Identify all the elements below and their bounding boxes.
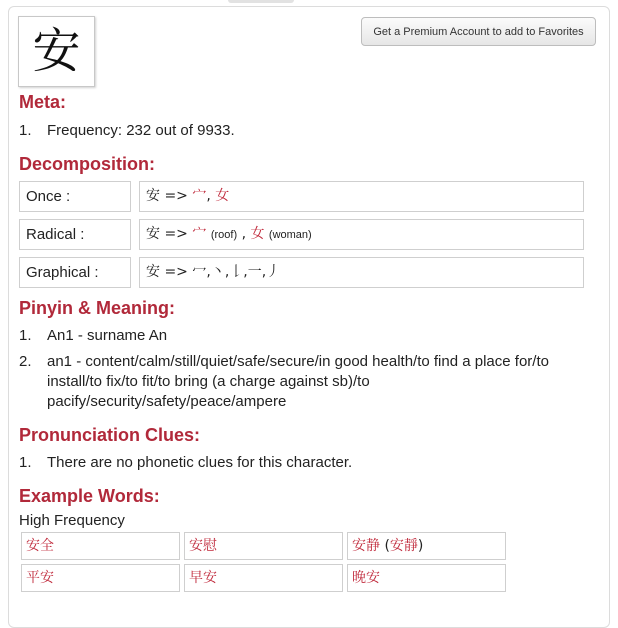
frequency-text: Frequency: 232 out of 9933. [47, 122, 235, 139]
pronunciation-heading: Pronunciation Clues: [19, 425, 201, 445]
arrow: => [164, 188, 188, 204]
stroke-components: 冖,丶,𠄌,一,丿 [192, 264, 281, 280]
arrow: => [164, 226, 188, 242]
example-word-link[interactable]: 安全 [21, 532, 180, 560]
example-word-link[interactable]: 平安 [21, 564, 180, 592]
radical-gloss: (woman) [268, 229, 312, 241]
word-simplified: 安静 [352, 538, 380, 554]
component-link[interactable]: 女 [215, 188, 230, 204]
decomposition-heading: Decomposition: [19, 154, 156, 174]
frequency-group-label: High Frequency [19, 512, 125, 529]
radical-link[interactable]: 宀 [192, 226, 207, 242]
character-display: 安 [18, 16, 95, 87]
decomp-once-value [139, 181, 584, 212]
decomp-once-label: Once : [19, 181, 131, 212]
premium-favorites-button[interactable]: Get a Premium Account to add to Favorites [361, 17, 596, 46]
decomp-graphical-value [139, 257, 584, 288]
decomp-graphical-label: Graphical : [19, 257, 131, 288]
base-char: 安 [146, 226, 160, 242]
arrow: => [164, 264, 188, 280]
pinyin-meaning-text: an1 - content/calm/still/quiet/safe/secure/in good health/to find a place for/to install/to fix/to fit/to bring (a charge against sb)/to pacify/security/safety/peace/ampere [47, 353, 549, 410]
decomp-radical-label: Radical : [19, 219, 131, 250]
separator: , [206, 188, 216, 204]
meta-heading: Meta: [19, 92, 67, 112]
radical-gloss: (roof) [210, 229, 238, 241]
example-word-link[interactable]: 安慰 [184, 532, 343, 560]
component-link[interactable]: 宀 [192, 188, 207, 204]
example-word-link[interactable]: 早安 [184, 564, 343, 592]
separator: , [241, 226, 247, 242]
radical-link[interactable]: 女 [250, 226, 265, 242]
base-char: 安 [146, 264, 160, 280]
decomp-radical-value [139, 219, 584, 250]
list-number: 1. [19, 122, 32, 139]
example-words-heading: Example Words: [19, 486, 160, 506]
base-char: 安 [146, 188, 160, 204]
pinyin-meaning-text: An1 - surname An [47, 327, 168, 344]
pronunciation-text: There are no phonetic clues for this character. [47, 454, 353, 471]
top-tab-indicator [228, 0, 294, 3]
pinyin-meaning-heading: Pinyin & Meaning: [19, 298, 176, 318]
list-number: 1. [19, 454, 32, 471]
list-number: 2. [19, 353, 32, 370]
example-word-link[interactable] [347, 532, 506, 560]
word-traditional: (安靜) [384, 538, 424, 554]
example-word-link[interactable]: 晚安 [347, 564, 506, 592]
list-number: 1. [19, 327, 32, 344]
